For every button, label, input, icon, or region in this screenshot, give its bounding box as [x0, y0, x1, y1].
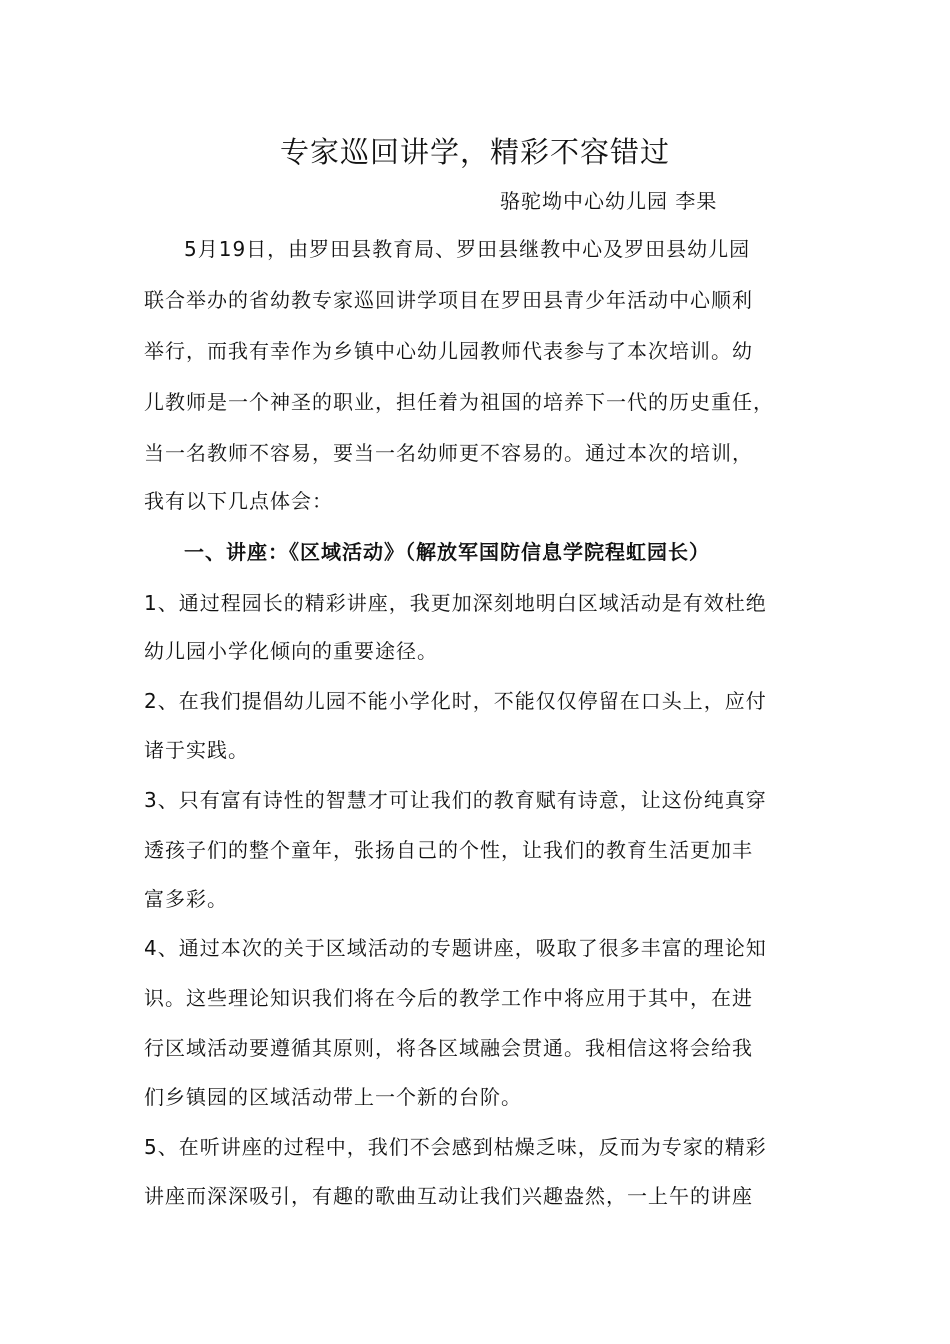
list-item-line: 透孩子们的整个童年，张扬自己的个性，让我们的教育生活更加丰 [144, 838, 753, 862]
list-item-line: 们乡镇园的区域活动带上一个新的台阶。 [144, 1085, 522, 1109]
paragraph-line: 联合举办的省幼教专家巡回讲学项目在罗田县青少年活动中心顺利 [144, 288, 753, 312]
list-item-line: 幼儿园小学化倾向的重要途径。 [144, 639, 438, 663]
paragraph-line: 我有以下几点体会： [144, 489, 333, 513]
paragraph-line: 儿教师是一个神圣的职业，担任着为祖国的培养下一代的历史重任， [144, 390, 774, 414]
list-item-line: 2、在我们提倡幼儿园不能小学化时，不能仅仅停留在口头上，应付 [144, 689, 767, 713]
list-item-line: 3、只有富有诗性的智慧才可让我们的教育赋有诗意，让这份纯真穿 [144, 788, 767, 812]
paragraph-line: 当一名教师不容易，要当一名幼师更不容易的。通过本次的培训， [144, 441, 753, 465]
document-author: 骆驼坳中心幼儿园 李果 [500, 189, 718, 213]
paragraph-line: 5月19日，由罗田县教育局、罗田县继教中心及罗田县幼儿园 [184, 237, 751, 261]
paragraph-line: 举行，而我有幸作为乡镇中心幼儿园教师代表参与了本次培训。幼 [144, 339, 753, 363]
list-item-line: 富多彩。 [144, 887, 228, 911]
document-title: 专家巡回讲学，精彩不容错过 [279, 135, 670, 169]
list-item-line: 4、通过本次的关于区域活动的专题讲座，吸取了很多丰富的理论知 [144, 936, 767, 960]
section-heading: 一、讲座：《区域活动》（解放军国防信息学院程虹园长） [184, 540, 710, 564]
list-item-line: 行区域活动要遵循其原则，将各区域融会贯通。我相信这将会给我 [144, 1036, 753, 1060]
list-item-line: 识。这些理论知识我们将在今后的教学工作中将应用于其中，在进 [144, 986, 753, 1010]
list-item-line: 1、通过程园长的精彩讲座，我更加深刻地明白区域活动是有效杜绝 [144, 591, 767, 615]
list-item-line: 诸于实践。 [144, 738, 249, 762]
list-item-line: 5、在听讲座的过程中，我们不会感到枯燥乏味，反而为专家的精彩 [144, 1135, 767, 1159]
list-item-line: 讲座而深深吸引，有趣的歌曲互动让我们兴趣盎然，一上午的讲座 [144, 1184, 753, 1208]
